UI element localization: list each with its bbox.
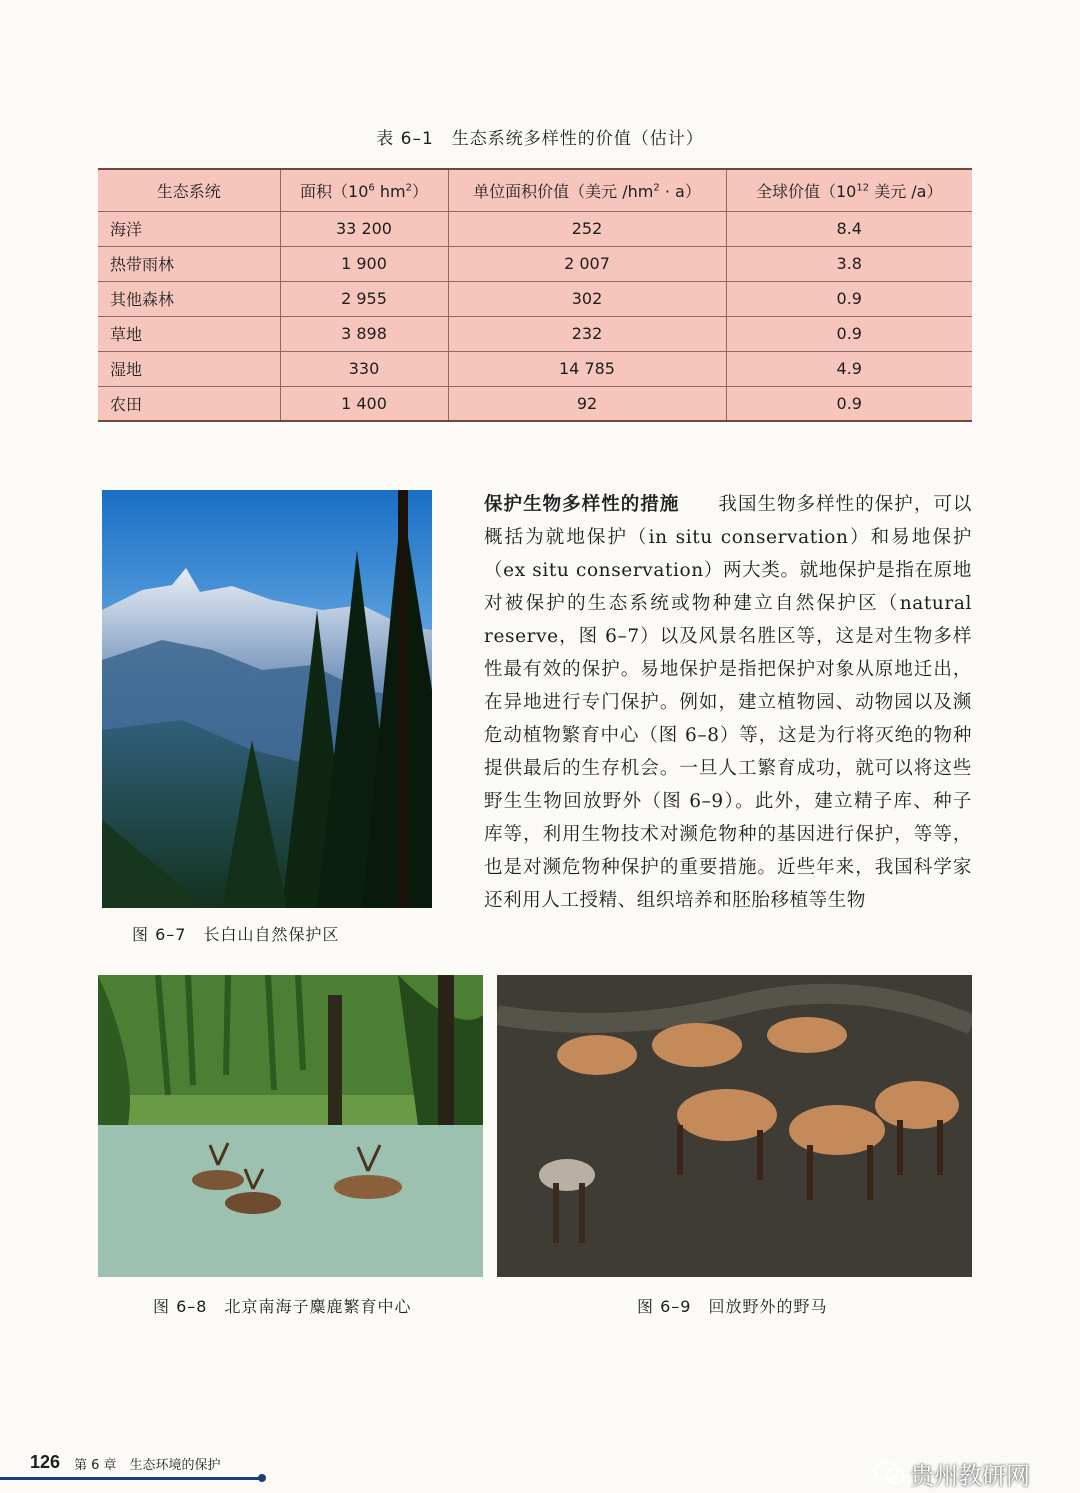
figure-6-8-caption: 图 6–8 北京南海子麋鹿繁育中心 <box>153 1297 412 1316</box>
table-row <box>98 386 972 421</box>
milu-deer-photo <box>98 975 483 1277</box>
ecosystem-value-table <box>98 168 972 422</box>
cell-global-value: 3.8 <box>726 246 972 281</box>
cell-area: 1 400 <box>280 386 448 421</box>
cell-global-value: 0.9 <box>726 281 972 316</box>
header-area: 面积（$10^6$ $hm^2$） <box>280 169 448 211</box>
cell-ecosystem: 湿地 <box>98 351 280 386</box>
header-unit-value: 单位面积价值（美元 $/hm^2 \cdot a$） <box>448 169 726 211</box>
cell-ecosystem: 海洋 <box>98 211 280 246</box>
cell-unit-value: 14 785 <box>448 351 726 386</box>
table-title: 表 6–1 生态系统多样性的价值（估计） <box>376 129 704 149</box>
cell-area: 1 900 <box>280 246 448 281</box>
horses-grazing-image <box>497 975 972 1277</box>
cell-ecosystem: 农田 <box>98 386 280 421</box>
cell-unit-value: 232 <box>448 316 726 351</box>
cell-unit-value: 2 007 <box>448 246 726 281</box>
wild-horses-photo <box>497 975 972 1277</box>
header-ecosystem: 生态系统 <box>98 169 280 211</box>
cell-ecosystem: 热带雨林 <box>98 246 280 281</box>
footer-dot <box>258 1474 266 1482</box>
cell-area: 2 955 <box>280 281 448 316</box>
page-number: 126 <box>30 1452 61 1472</box>
table-row <box>98 351 972 386</box>
cell-unit-value: 302 <box>448 281 726 316</box>
cell-global-value: 4.9 <box>726 351 972 386</box>
cell-ecosystem: 其他森林 <box>98 281 280 316</box>
table-row <box>98 281 972 316</box>
header-global-value: 全球价值（$10^{12}$ 美元 /a） <box>726 169 972 211</box>
table-row <box>98 211 972 246</box>
cell-unit-value: 92 <box>448 386 726 421</box>
table-row <box>98 246 972 281</box>
cell-ecosystem: 草地 <box>98 316 280 351</box>
cell-area: 33 200 <box>280 211 448 246</box>
watermark-text: 贵州教研网 <box>910 1462 1030 1490</box>
paragraph-text: 我国生物多样性的保护，可以概括为就地保护（in situ conservation）和易地保护（ex situ conservation）两大类。就地保护是指在原地对被保护的生态系统或物种建立自然保护区（natural reserve，图 6–7）以及风景名胜区等，这是对生物多样性最有效的保护。易地保护是指把保护对象从原地迁出，在异地进行专门保护。例如，建立植物园、动物园以及濒危动植物繁育中心（图 6–8）等，这是为行将灭绝的物种提供最后的生存机会。一旦人工繁育成功，就可以将这些野生生物回放野外（图 6–9）。此外，建立精子库、种子库等，利用生物技术对濒危物种的基因进行保护，等等，也是对濒危物种保护的重要措施。近些年来，我国科学家还利用人工授精、组织培养和胚胎移植等生物 <box>484 494 972 911</box>
cell-area: 3 898 <box>280 316 448 351</box>
wechat-icon <box>874 1460 906 1486</box>
cell-area: 330 <box>280 351 448 386</box>
footer-rule <box>0 1477 262 1480</box>
figure-6-7-caption: 图 6–7 长白山自然保护区 <box>132 925 340 944</box>
deer-in-pond-image <box>98 975 483 1277</box>
chapter-label: 第 6 章 生态环境的保护 <box>74 1458 221 1473</box>
cell-global-value: 0.9 <box>726 316 972 351</box>
body-paragraph <box>484 488 972 917</box>
section-heading: 保护生物多样性的措施 <box>484 494 680 515</box>
cell-global-value: 0.9 <box>726 386 972 421</box>
table-row <box>98 316 972 351</box>
table-header-row <box>98 169 972 211</box>
cell-unit-value: 252 <box>448 211 726 246</box>
figure-6-9-caption: 图 6–9 回放野外的野马 <box>637 1297 828 1316</box>
cell-global-value: 8.4 <box>726 211 972 246</box>
changbaishan-photo <box>102 490 432 908</box>
mountain-forest-image <box>102 490 432 908</box>
